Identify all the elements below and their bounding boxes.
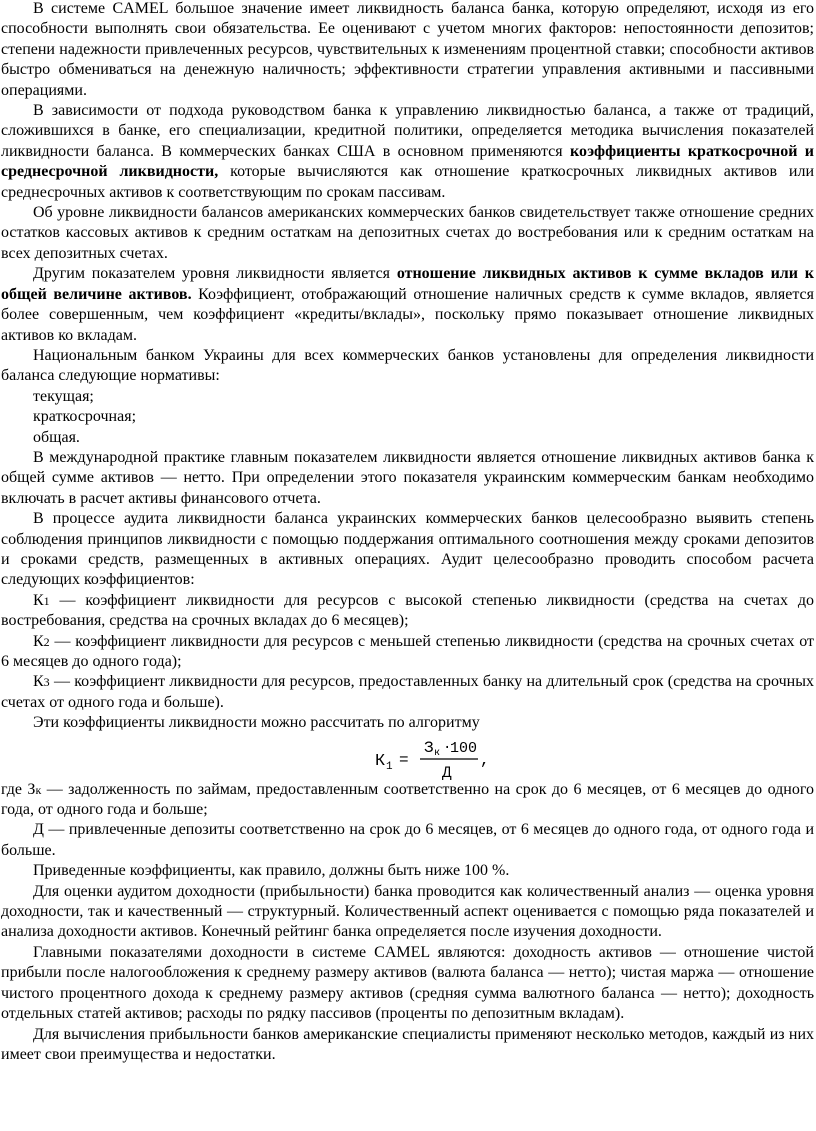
formula-lhs-index: 1 <box>386 760 393 773</box>
coefficient-symbol: К <box>33 632 44 650</box>
paragraph-where-zk <box>1 780 814 821</box>
paragraph-nbu-norms <box>1 346 814 387</box>
paragraph-profitability-audit <box>1 882 814 943</box>
paragraph-text: Коэффициент, отображающий отношение наличных средств к сумме вкладов, является более совершенным, чем коэффициент «кредиты/вклады», поскольку прямо показывает отношение ликвидных активов ко вкладам. <box>1 285 815 344</box>
coefficient-symbol: К <box>33 591 44 609</box>
bold-term: коэффициенты краткосрочной и среднесрочной ликвидности, <box>1 142 815 181</box>
paragraph-other-indicator <box>1 264 814 346</box>
paragraph-text: Другим показателем уровня ликвидности является <box>33 265 391 283</box>
paragraph-international <box>1 448 814 509</box>
formula-comma: , <box>480 750 490 769</box>
paragraph-text: Д — привлеченные депозиты соответственно на срок до 6 месяцев, от 6 месяцев до одного года, от одного года и больше. <box>1 821 814 859</box>
formula-dot: · <box>443 739 452 756</box>
coefficient-k3 <box>1 672 814 713</box>
coefficient-symbol: К <box>33 673 44 691</box>
paragraph-text: Для вычисления прибыльности банков американские специалисты применяют несколько методов, каждый из них имеет свои преимущества и недостатки. <box>1 1025 814 1063</box>
paragraph-us-banks <box>1 203 814 264</box>
paragraph-text: — коэффициент ликвидности для ресурсов с высокой степенью ликвидности (средства на счетах до востребования, средства на срочных вкладах до 6 месяцев); <box>1 591 814 630</box>
list-item: краткосрочная; <box>33 408 137 426</box>
formula-equals: = <box>399 750 409 769</box>
paragraph-methodology <box>1 101 814 203</box>
paragraph-text: Национальным банком Украины для всех коммерческих банков установлены для определения ликвидности баланса следующие нормативы: <box>1 346 814 385</box>
paragraph-text: — коэффициент ликвидности для ресурсов, предоставленных банку на длительный срок (средства на срочных счетах от одного года и больше). <box>1 673 814 711</box>
bold-term: отношение ликвидных активов к сумме вкладов или к общей величине активов. <box>1 265 815 303</box>
paragraph-below-100 <box>1 861 814 881</box>
paragraph-text: В процессе аудита ликвидности баланса украинских коммерческих банков целесообразно выявить степень соблюдения принципов ликвидности с помощью поддержания оптимального соотношения между сроками депозитов и сроками средств, размещенных в активных операциях. Аудит целесообразно проводить способом расчета следующих коэффициентов: <box>1 510 814 589</box>
paragraph-us-methods <box>1 1025 814 1066</box>
paragraph-text: которые вычисляются как отношение краткосрочных ликвидных активов или среднесрочных активов к соответствующим по срокам пассивам. <box>1 163 815 201</box>
paragraph-text: Эти коэффициенты ликвидности можно рассчитать по алгоритму <box>33 714 480 732</box>
coefficient-k1 <box>1 591 814 632</box>
paragraph-camel-profitability <box>1 943 814 1025</box>
formula-graphic <box>369 734 499 780</box>
coefficient-index: 2 <box>43 634 50 649</box>
paragraph-text: Приведенные коэффициенты, как правило, должны быть ниже 100 %. <box>33 862 510 880</box>
paragraph-text: В системе CAMEL большое значение имеет ликвидность баланса банка, которую определяют, исходя из его способности выполнять свои обязательства. Ее оценивают с учетом многих факторов: непостоянности депозитов; степени надежности привлеченных ресурсов, чувствительных к изменениям процентной ставки; способности активов быстро обмениваться на денежную наличность; эффективности стратегии управления активными и пассивными операциями. <box>1 0 814 99</box>
paragraph-where-d <box>1 820 814 861</box>
formula-lhs: К <box>375 751 386 771</box>
coefficient-index: 1 <box>43 593 50 608</box>
paragraph-text: — коэффициент ликвидности для ресурсов с меньшей степенью ликвидности (средства на срочных счетах от 6 месяцев до одного года); <box>1 632 814 670</box>
paragraph-text: В международной практике главным показателем ликвидности является отношение ликвидных активов банка к общей сумме активов — нетто. При определении этого показателя украинским коммерческим банкам необходимо включать в расчет активы финансового отчета. <box>1 448 814 507</box>
paragraph-text: — задолженность по займам, предоставленным соответственно на срок до 6 месяцев, от 6 месяцев до одного года, от одного года и больше; <box>1 780 814 819</box>
paragraph-camel-liquidity <box>1 0 814 101</box>
paragraph-text: Для оценки аудитом доходности (прибыльности) банка проводится как количественный анализ — оценка уровня доходности, так и качественный — структурный. Количественный аспект оценивается с помощью ряда показателей и анализа доходности активов. Конечный рейтинг банка определяется после изучения доходности. <box>1 882 814 941</box>
coefficient-index: 3 <box>43 675 50 690</box>
variable-index: к <box>35 782 42 797</box>
liquidity-formula <box>1 734 814 780</box>
paragraph-text: Об уровне ликвидности балансов американских коммерческих банков свидетельствует также отношение средних остатков кассовых активов к средним остаткам на депозитных счетах до востребования или к средним остаткам на всех депозитных счетах. <box>1 204 814 262</box>
paragraph-audit-process <box>1 509 814 591</box>
formula-numerator: З <box>424 738 434 757</box>
paragraph-algorithm <box>1 713 814 733</box>
coefficient-k2 <box>1 632 814 673</box>
formula-numerator-index: к <box>434 747 441 759</box>
paragraph-text: В зависимости от подхода руководством банка к управлению ликвидностью баланса, а также от традиций, сложившихся в банке, его специализации, кредитной политики, определяется методика вычисления показателей ликвидности баланса. В коммерческих банках США в основном применяются <box>1 102 814 160</box>
paragraph-text: Главными показателями доходности в системе CAMEL являются: доходность активов — отношение чистой прибыли после налогообложения к среднему размеру активов (валюта баланса — нетто); чистая маржа — отношение чистого процентного дохода к среднему размеру активов (средняя сумма валютного баланса — нетто); доходность отдельных статей активов; расходы по рядку пассивов (проценты по депозитным вкладам). <box>1 943 814 1023</box>
list-item: текущая; <box>33 387 94 405</box>
formula-hundred: 100 <box>450 739 478 757</box>
variable-symbol: где З <box>1 780 36 798</box>
list-item: общая. <box>33 428 80 446</box>
formula-denominator: Д <box>442 763 452 780</box>
